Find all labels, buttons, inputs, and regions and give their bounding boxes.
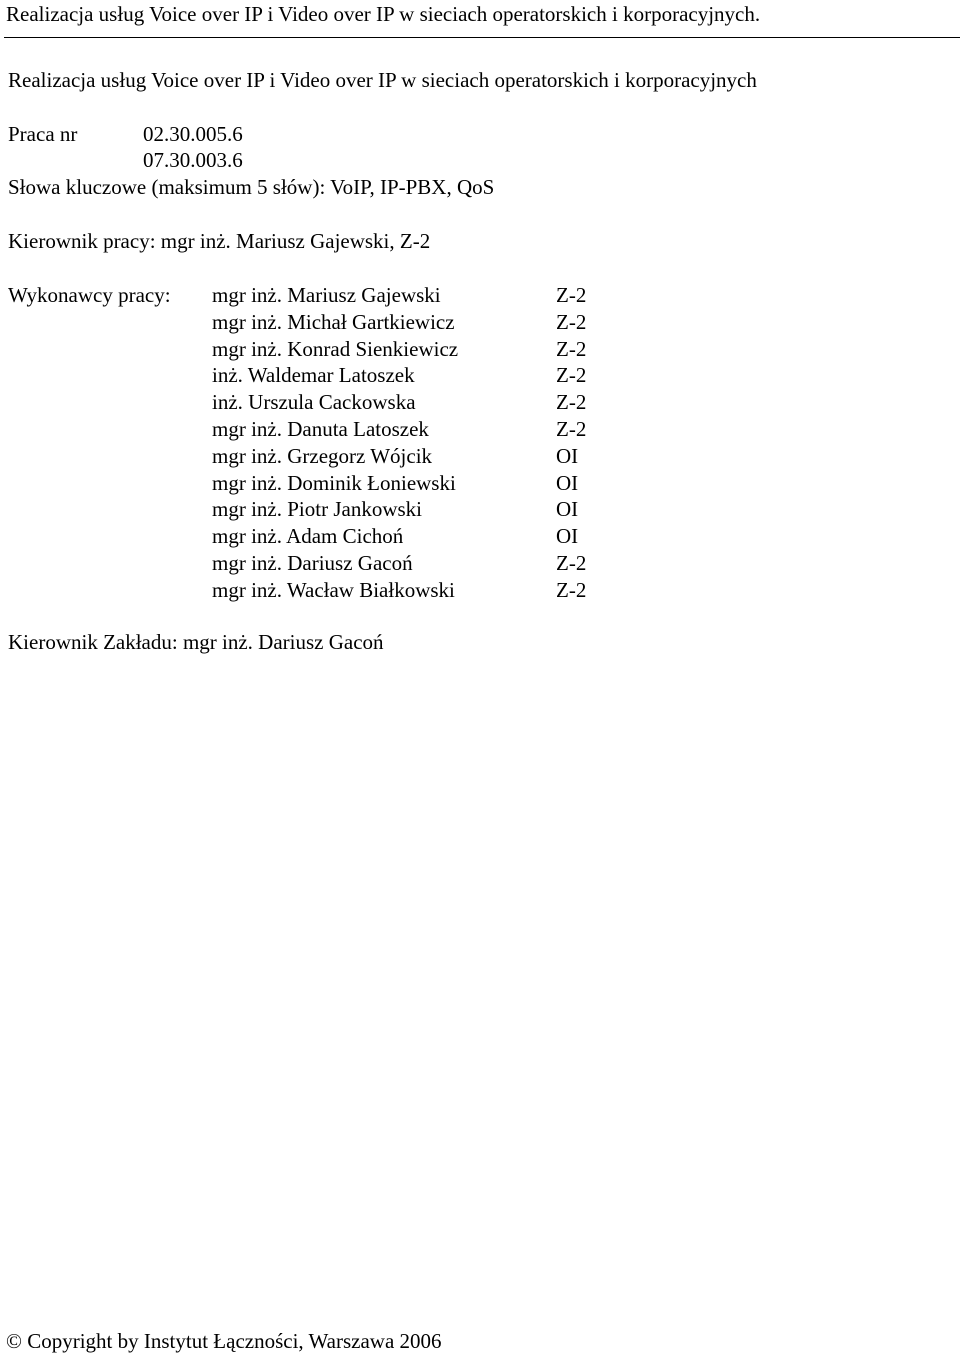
contractor-unit: Z-2 [556,577,587,602]
praca-number: 02.30.005.6 [143,122,243,146]
contractor-unit: OI [556,497,579,522]
contractor-name: inż. Waldemar Latoszek [212,363,415,388]
contractor-row [212,577,612,607]
contractor-row [212,526,612,553]
keywords-line: Słowa kluczowe (maksimum 5 słów): VoIP, IP-PBX, QoS [8,175,495,199]
praca-number: 07.30.003.6 [143,148,243,172]
contractor-unit: Z-2 [556,390,587,415]
contractor-name: mgr inż. Mariusz Gajewski [212,283,441,307]
contractor-row [212,416,612,446]
contractor-name: mgr inż. Grzegorz Wójcik [212,443,433,468]
contractor-row [212,499,612,526]
document-title: Realizacja usług Voice over IP i Video over IP w sieciach operatorskich i korporacyjnych [8,68,757,92]
header-divider [4,37,960,38]
contractor-row [212,550,612,580]
contractor-unit: Z-2 [556,550,587,575]
contractor-name: mgr inż. Adam Cichoń [212,524,404,549]
contractor-row [212,443,612,473]
contractor-row [212,309,612,339]
contractor-unit: Z-2 [556,363,587,388]
contractor-name: mgr inż. Piotr Jankowski [212,497,422,522]
contractor-row [212,470,612,500]
contractors-list [212,285,612,607]
contractor-name: mgr inż. Danuta Latoszek [212,416,429,441]
contractor-name: mgr inż. Wacław Białkowski [212,577,455,602]
contractors-label: Wykonawcy pracy: [8,283,171,307]
department-head-line: Kierownik Zakładu: mgr inż. Dariusz Gacoń [8,630,384,654]
contractor-unit: OI [556,524,579,549]
contractor-name: mgr inż. Dominik Łoniewski [212,470,456,495]
contractor-row [212,365,612,392]
praca-label: Praca nr [8,122,78,146]
contractor-row [212,392,612,419]
contractor-name: inż. Urszula Cackowska [212,390,416,415]
running-header: Realizacja usług Voice over IP i Video over IP w sieciach operatorskich i korporacyjnych. [6,2,761,26]
contractor-unit: OI [556,470,579,495]
contractor-unit: Z-2 [556,336,587,361]
contractor-row [212,285,612,312]
contractor-name: mgr inż. Konrad Sienkiewicz [212,336,459,361]
contractor-name: mgr inż. Dariusz Gacoń [212,550,413,575]
contractor-row [212,336,612,366]
project-manager-line: Kierownik pracy: mgr inż. Mariusz Gajewski, Z-2 [8,229,431,253]
contractor-unit: OI [556,443,579,468]
copyright-notice: © Copyright by Instytut Łączności, Warszawa 2006 [6,1329,442,1353]
contractor-unit: Z-2 [556,416,587,441]
contractor-name: mgr inż. Michał Gartkiewicz [212,309,455,334]
contractor-unit: Z-2 [556,309,587,334]
contractor-unit: Z-2 [556,283,587,307]
